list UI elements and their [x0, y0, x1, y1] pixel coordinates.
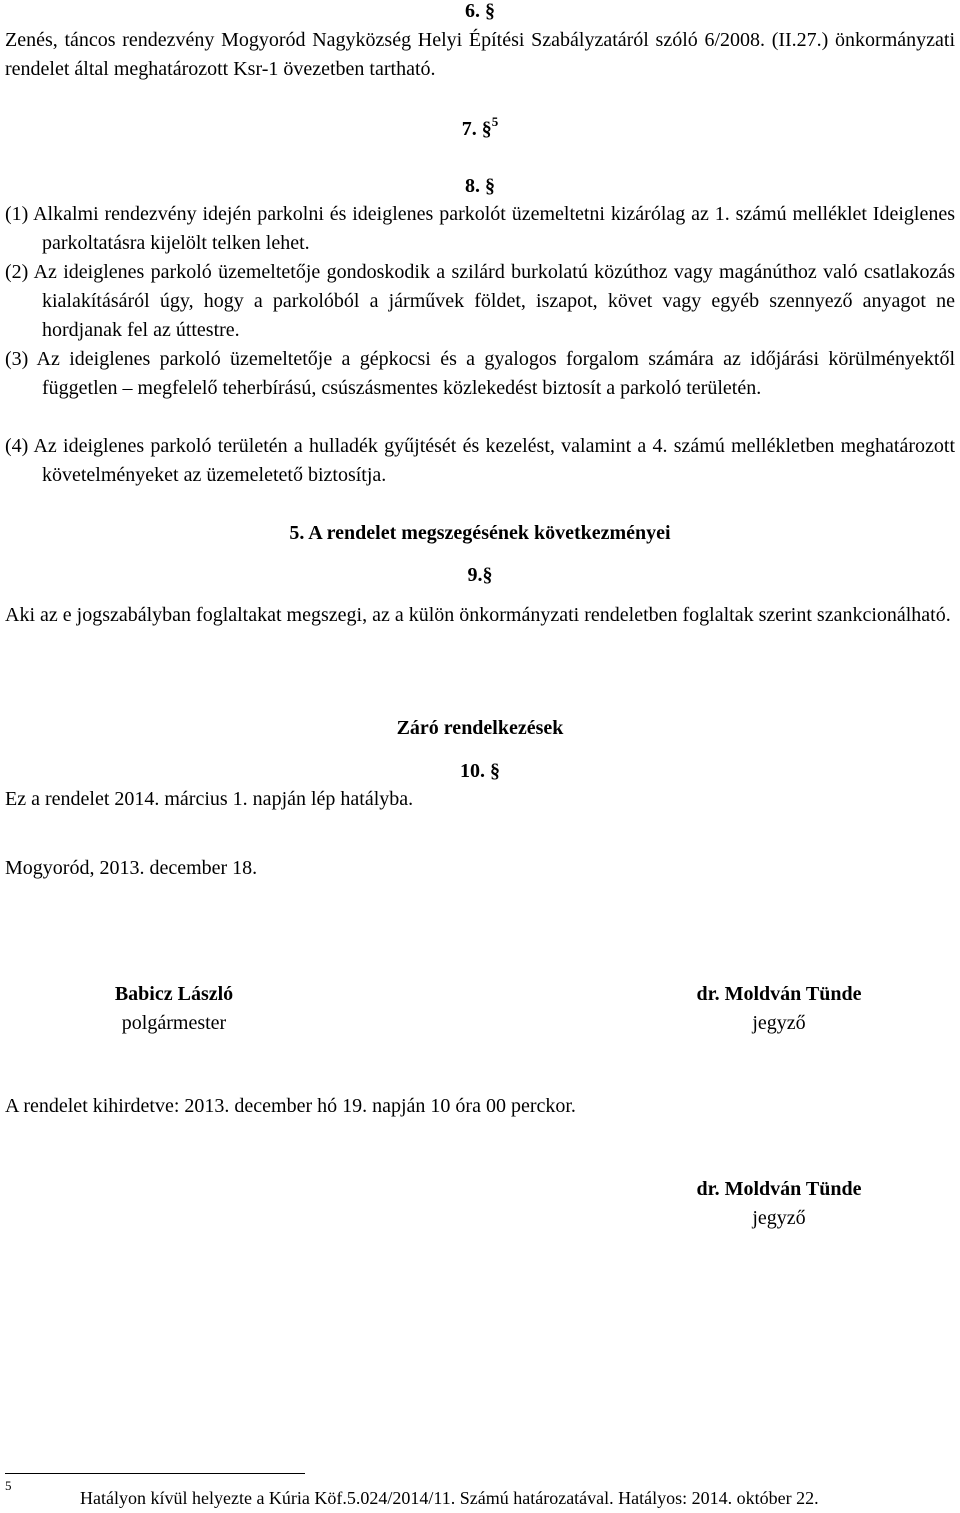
section-7-label: 7. §	[461, 118, 492, 140]
footnote-separator	[5, 1473, 305, 1474]
mayor-name: Babicz László	[114, 983, 234, 1005]
mayor-signature-block	[24, 980, 324, 1038]
footnote-number: 5	[5, 1478, 12, 1493]
final-signature-title: jegyző	[752, 1207, 806, 1229]
section-8-heading: 8. §	[465, 175, 495, 197]
footnote-ref-5[interactable]: 5	[491, 114, 499, 129]
section-8-paragraph-2: (2) Az ideiglenes parkoló üzemeltetője gondoskodik a szilárd burkolatú közúthoz vagy magánúthoz való csatlakozás kialakításáról úgy, hogy a parkolóból a járművek földet, iszapot, követ vagy egyéb szennyező anyagot ne hordjanak fel az úttestre.	[5, 261, 955, 341]
section-6-heading: 6. §	[465, 0, 495, 22]
promulgation-text: A rendelet kihirdetve: 2013. december hó 19. napján 10 óra 00 perckor.	[5, 1095, 576, 1117]
final-signature-block	[629, 1175, 929, 1233]
section-7-heading	[0, 115, 960, 144]
section-8-paragraph-1: (1) Alkalmi rendezvény idején parkolni és ideiglenes parkolót üzemeltetni kizárólag az 1. számú melléklet Ideiglenes parkoltatásra kijelölt telken lehet.	[5, 203, 955, 254]
notary-signature-block	[629, 980, 929, 1038]
final-signature-name: dr. Moldván Tünde	[696, 1178, 862, 1200]
mayor-title: polgármester	[121, 1012, 227, 1034]
section-10-heading: 10. §	[460, 760, 500, 782]
closing-provisions-heading: Záró rendelkezések	[396, 717, 564, 739]
section-9-heading: 9.§	[467, 564, 493, 586]
notary-title: jegyző	[752, 1012, 806, 1034]
place-and-date: Mogyoród, 2013. december 18.	[5, 857, 258, 879]
section-8-paragraph-4: (4) Az ideiglenes parkoló területén a hulladék gyűjtését és kezelést, valamint a 4. számú mellékletben meghatározott követelményeket az üzemeletető biztosítja.	[5, 435, 955, 486]
section-9-text: Aki az e jogszabályban foglaltakat megszegi, az a külön önkormányzati rendeletben foglaltak szerint szankcionálható.	[5, 604, 951, 626]
section-6-text: Zenés, táncos rendezvény Mogyoród Nagyközség Helyi Építési Szabályzatáról szóló 6/2008. (II.27.) önkormányzati rendelet által meghatározott Ksr-1 övezetben tartható.	[5, 29, 955, 80]
notary-name: dr. Moldván Tünde	[696, 983, 862, 1005]
chapter-5-heading: 5. A rendelet megszegésének következményei	[289, 522, 671, 544]
footnote-text: Hatályon kívül helyezte a Kúria Köf.5.024/2014/11. Számú határozatával. Hatályos: 2014. október 22.	[80, 1488, 819, 1508]
section-8-paragraph-3: (3) Az ideiglenes parkoló üzemeltetője a gépkocsi és a gyalogos forgalom számára az időjárási körülményektől független – megfelelő teherbírású, csúszásmentes közlekedést biztosít a parkoló területén.	[5, 348, 955, 399]
section-10-text: Ez a rendelet 2014. március 1. napján lép hatályba.	[5, 788, 414, 810]
